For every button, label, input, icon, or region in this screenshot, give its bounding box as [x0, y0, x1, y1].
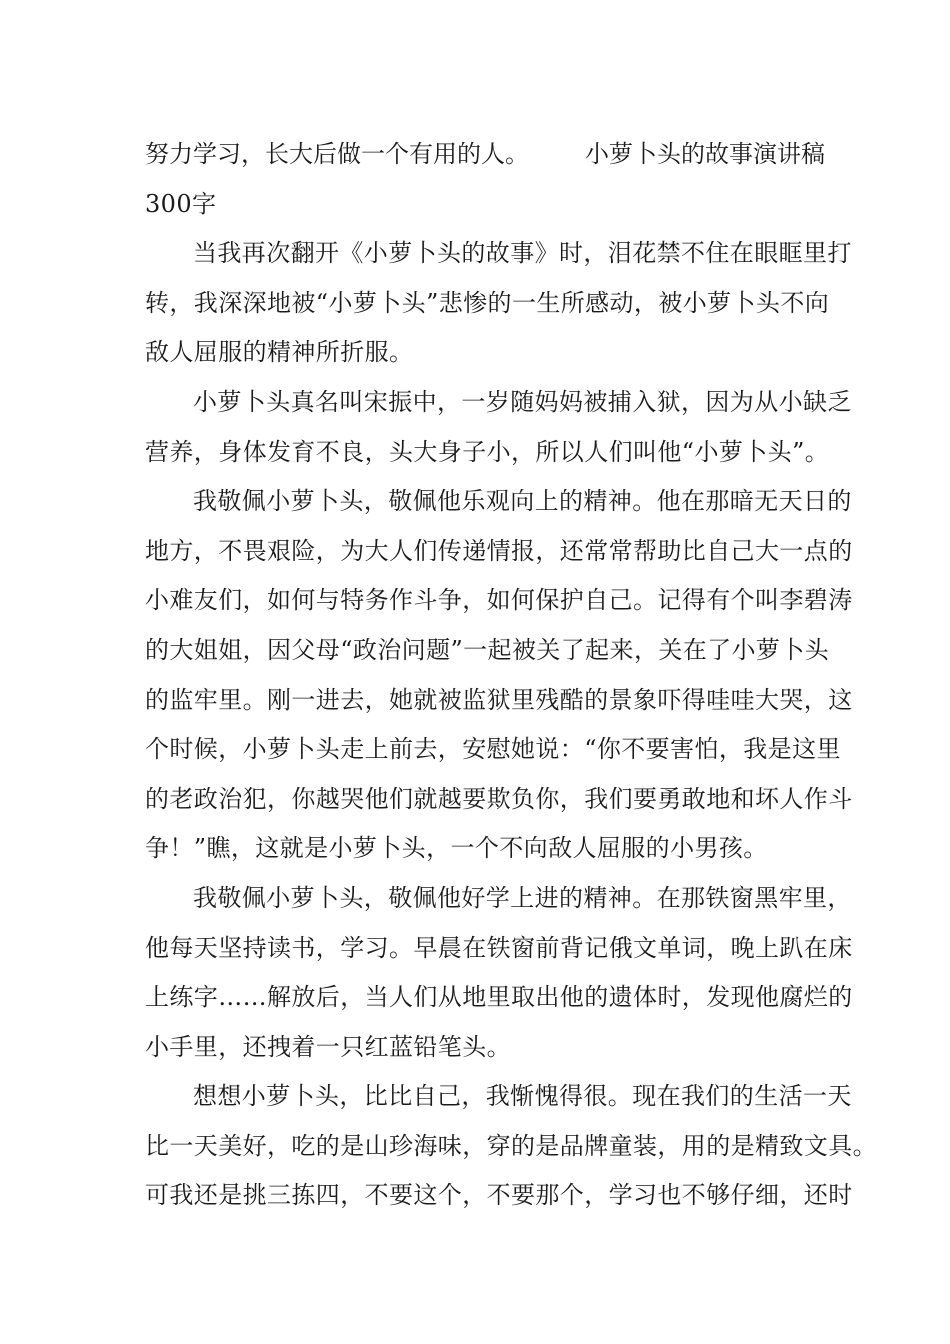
paragraph-line: 地方，不畏艰险，为大人们传递情报，还常常帮助比自己大一点的 [145, 536, 853, 565]
paragraph-line: 他每天坚持读书，学习。早晨在铁窗前背记俄文单词，晚上趴在床 [145, 933, 853, 962]
paragraph-2 [145, 378, 852, 477]
paragraph-line: 上练字……解放后，当人们从地里取出他的遗体时，发现他腐烂的 [145, 983, 853, 1012]
paragraph-line: 个时候，小萝卜头走上前去，安慰她说：“你不要害怕，我是这里 [145, 735, 841, 764]
paragraph-line: 营养，身体发育不良，头大身子小，所以人们叫他“小萝卜头”。 [145, 437, 830, 466]
paragraph-line: 小手里，还拽着一只红蓝铅笔头。 [145, 1032, 511, 1061]
paragraph-line: 的大姐姐，因父母“政治问题”一起被关了起来，关在了小萝卜头 [145, 635, 830, 664]
paragraph-line: 想想小萝卜头，比比自己，我惭愧得很。现在我们的生活一天 [193, 1082, 852, 1111]
paragraph-line: 小难友们，如何与特务作斗争，如何保护自己。记得有个叫李碧涛 [145, 586, 853, 615]
section-title-continued: 300字 [145, 189, 217, 218]
paragraph-line: 我敬佩小萝卜头，敬佩他好学上进的精神。在那铁窗黑牢里， [193, 883, 852, 912]
paragraph-line: 争！”瞧，这就是小萝卜头，一个不向敌人屈服的小男孩。 [145, 834, 768, 863]
paragraph-1 [145, 229, 852, 378]
section-title: 小萝卜头的故事演讲稿 [585, 140, 825, 168]
paragraph-4 [145, 874, 853, 1072]
paragraph-line: 转，我深深地被“小萝卜头”悲惨的一生所感动，被小萝卜头不向 [145, 288, 830, 317]
paragraph-line: 当我再次翻开《小萝卜头的故事》时，泪花禁不住在眼眶里打 [193, 239, 852, 268]
paragraph-line: 小萝卜头真名叫宋振中，一岁随妈妈被捕入狱，因为从小缺乏 [193, 387, 852, 416]
title-line [145, 130, 825, 180]
paragraph-line: 敌人屈服的精神所折服。 [145, 338, 414, 367]
paragraph-line: 我敬佩小萝卜头，敬佩他乐观向上的精神。他在那暗无天日的 [193, 487, 852, 516]
paragraph-line: 的监牢里。刚一进去，她就被监狱里残酷的景象吓得哇哇大哭，这 [145, 685, 853, 714]
paragraph-line: 的老政治犯，你越哭他们就越要欺负你，我们要勇敢地和坏人作斗 [145, 784, 853, 813]
document-body [145, 130, 877, 1221]
paragraph-line: 可我还是挑三拣四，不要这个，不要那个，学习也不够仔细，还时 [145, 1181, 853, 1210]
paragraph-line: 比一天美好，吃的是山珍海味，穿的是品牌童装，用的是精致文具。 [145, 1131, 877, 1160]
preceding-sentence: 努力学习，长大后做一个有用的人。 [145, 140, 529, 168]
paragraph-3 [145, 477, 853, 874]
paragraph-5 [145, 1072, 877, 1221]
